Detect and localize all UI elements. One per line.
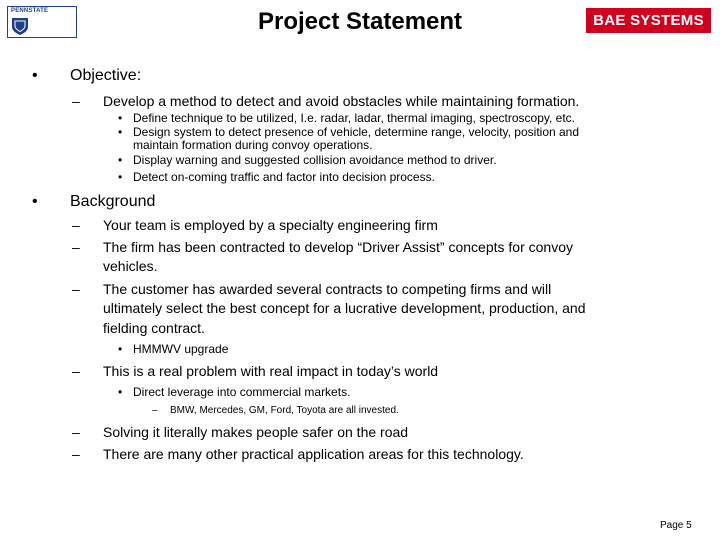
sub-bullet-marker: • — [118, 153, 123, 167]
dash-marker: – — [72, 217, 80, 233]
page-title: Project Statement — [257, 8, 463, 35]
background-item: There are many other practical application areas for this technology. — [103, 446, 524, 462]
background-heading: Background — [70, 193, 156, 210]
dash-marker: – — [72, 93, 80, 109]
objective-subitem: Design system to detect presence of vehicle, determine range, velocity, position and — [133, 125, 580, 139]
dash-marker: – — [72, 281, 80, 297]
background-subsubitem: BMW, Mercedes, GM, Ford, Toyota are all invested. — [170, 405, 399, 416]
objective-subitem-continued: maintain formation during convoy operations. — [133, 138, 373, 152]
objective-subitem: Define technique to be utilized, I.e. radar, ladar, thermal imaging, spectroscopy, etc. — [133, 111, 576, 125]
page-number: Page 5 — [660, 520, 692, 531]
background-item-continued: vehicles. — [103, 258, 158, 274]
background-item: The customer has awarded several contracts to competing firms and will — [103, 281, 552, 297]
sub-bullet-marker: • — [118, 342, 123, 356]
bullet-marker: • — [32, 67, 38, 84]
sub-bullet-marker: • — [118, 170, 123, 184]
background-item: Your team is employed by a specialty engineering firm — [103, 217, 438, 233]
objective-item: Develop a method to detect and avoid obstacles while maintaining formation. — [103, 93, 580, 109]
sub-dash-marker: – — [152, 405, 158, 416]
dash-marker: – — [72, 239, 80, 255]
bae-systems-logo: BAE SYSTEMS — [586, 8, 711, 33]
objective-subitem: Detect on-coming traffic and factor into decision process. — [133, 170, 435, 184]
background-subitem: HMMWV upgrade — [133, 342, 229, 356]
background-item: The firm has been contracted to develop “Driver Assist” concepts for convoy — [103, 239, 573, 255]
dash-marker: – — [72, 363, 80, 379]
objective-heading: Objective: — [70, 67, 142, 84]
background-item-continued: ultimately select the best concept for a lucrative development, production, and — [103, 300, 586, 316]
background-item-continued: fielding contract. — [103, 320, 205, 336]
dash-marker: – — [72, 446, 80, 462]
sub-bullet-marker: • — [118, 385, 123, 399]
background-subitem: Direct leverage into commercial markets. — [133, 385, 351, 399]
objective-subitem: Display warning and suggested collision avoidance method to driver. — [133, 153, 497, 167]
background-item: This is a real problem with real impact in today’s world — [103, 363, 439, 379]
bullet-marker: • — [32, 193, 38, 210]
dash-marker: – — [72, 424, 80, 440]
sub-bullet-marker: • — [118, 125, 123, 139]
penn-state-logo-text: PENNSTATE — [11, 8, 49, 14]
background-item: Solving it literally makes people safer on the road — [103, 424, 409, 440]
sub-bullet-marker: • — [118, 111, 123, 125]
